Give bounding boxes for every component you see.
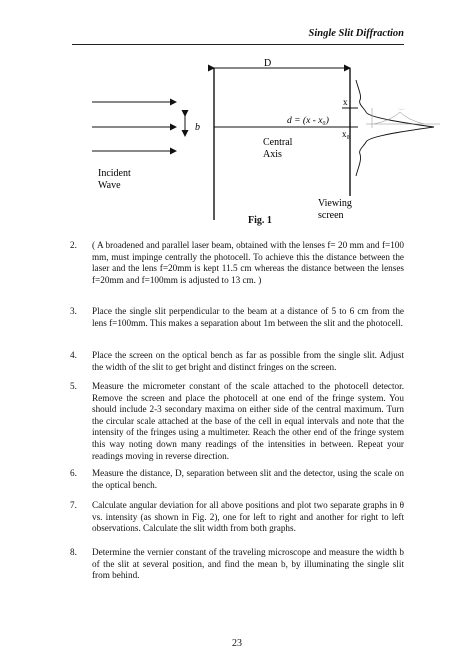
list-text: Determine the vernier constant of the traveling microscope and measure the width b of the slit at several position, and find the mean b, by illuminating the single slit from behind. [92,547,404,581]
list-item-6 [70,468,404,491]
list-number: 4. [70,350,77,360]
list-item-2 [70,240,404,286]
viewing-label-1: Viewing [318,198,352,209]
figure-1-diagram [0,0,474,240]
list-text: Calculate angular deviation for all above positions and plot two separate graphs in θ vs. intensity (as shown in Fig. 2), one for left to right and another for right to left observations. Calculate the slit width from both graphs. [92,500,404,534]
inset-graph [366,108,440,128]
svg-text:·—·: ·—· [398,106,405,111]
figure-caption: Fig. 1 [248,215,272,226]
running-header: Single Slit Diffraction [308,28,404,39]
central-axis-label-2: Axis [263,149,282,160]
list-number: 2. [70,240,77,250]
list-number: 8. [70,547,77,557]
list-text: Place the single slit perpendicular to the beam at a distance of 5 to 6 cm from the lens f=100mm. This makes a separation about 1m between the slit and the photocell. [92,306,404,328]
displacement-label: d = (x - x₀) [287,116,329,126]
list-number: 3. [70,306,77,316]
list-text: Measure the distance, D, separation between slit and the detector, using the scale on the optical bench. [92,468,404,490]
distance-label: D [264,58,272,69]
list-number: 5. [70,381,77,391]
central-axis-label-1: Central [263,137,293,148]
viewing-label-2: screen [318,210,344,221]
list-item-5 [70,381,404,462]
x-label: x [343,97,348,107]
list-number: 6. [70,468,77,478]
intensity-profile [356,80,434,176]
page-number: 23 [232,638,242,649]
list-text: Place the screen on the optical bench as far as possible from the single slit. Adjust the width of the slit to get bright and distinct fringes on the screen. [92,350,404,372]
list-number: 7. [70,500,77,510]
list-item-8 [70,547,404,582]
list-text: Measure the micrometer constant of the scale attached to the photocell detector. Remove the screen and place the photocell at one end of the fringe system. You should include 2-3 secondary maxima on either side of the central maximum. Turn the circular scale attached at the base of the cell in equal intervals and note that the intensity of the fringes using a multimeter. Reach the other end of the fringe system this way noting down many readings of the intensities in between. Repeat your readings moving in reverse direction. [92,381,404,461]
list-item-3 [70,306,404,329]
list-text: ( A broadened and parallel laser beam, obtained with the lenses f= 20 mm and f=100 mm, must impinge centrally the photocell. To achieve this the distance between the laser and the lens f=20mm is kept 11.5 cm whereas the distance between the lenses f=20mm and f=100mm is adjusted to 13 cm. ) [92,240,404,285]
x0-label: x₀ [342,129,350,139]
incident-label-1: Incident [98,168,131,179]
list-item-4 [70,350,404,373]
slit-width-label: b [195,122,200,133]
list-item-7 [70,500,404,535]
incident-label-2: Wave [98,180,121,191]
